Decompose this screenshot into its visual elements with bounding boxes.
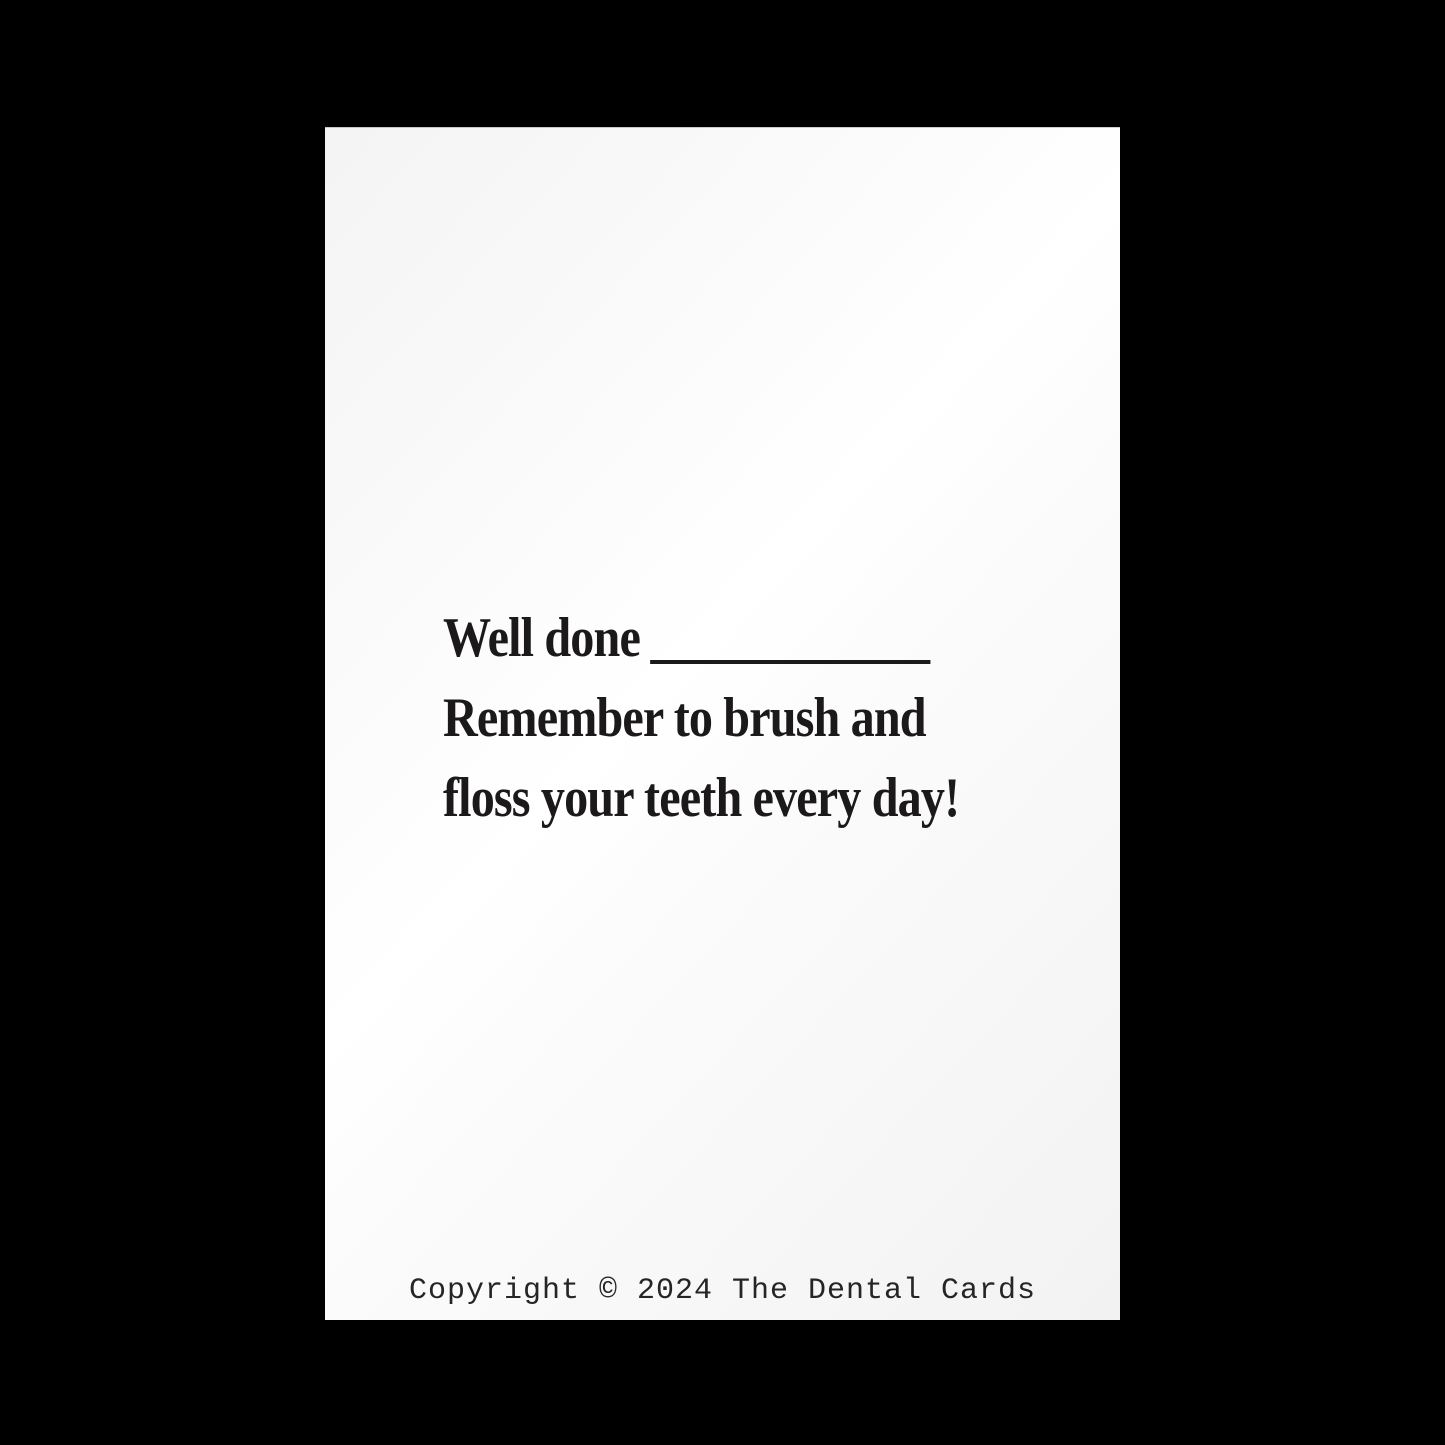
message-line-2: Remember to brush and (443, 687, 926, 749)
message-line-1-text: Well done (443, 607, 640, 669)
message-line-3: floss your teeth every day! (443, 767, 960, 829)
copyright-line: Copyright © 2024 The Dental Cards (408, 1273, 1037, 1308)
card-message (443, 598, 959, 838)
message-line-1 (443, 598, 959, 678)
name-blank-line: ____________ (650, 607, 930, 669)
dental-card (325, 127, 1120, 1320)
